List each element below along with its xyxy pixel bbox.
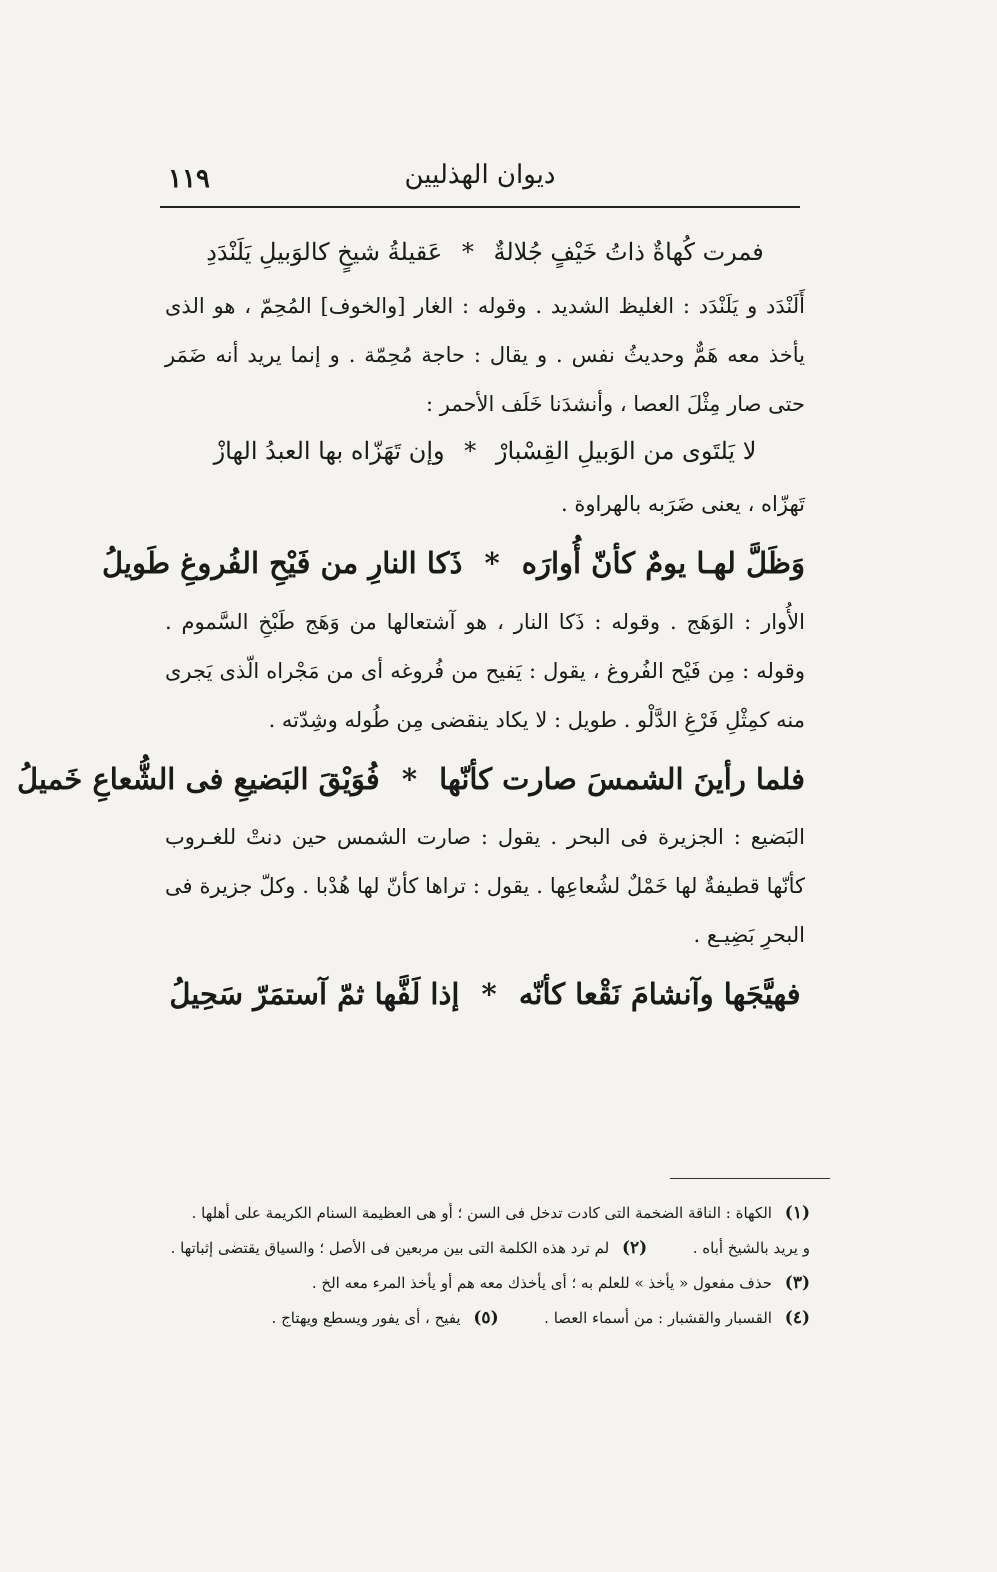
- footnote-number: (٢): [621, 1238, 648, 1258]
- verse-2-second-hemistich: وإن تَهَزّاه بها العبدُ الهازْ: [213, 436, 445, 465]
- verse-1-second-hemistich: عَقيلةُ شيخٍ كالوَبيلِ يَلَنْدَدِ: [206, 238, 443, 266]
- footnote-number: (٣): [784, 1273, 810, 1293]
- verse-4-second-hemistich: فُوَيْقَ البَضيعِ فى الشُّعاعِ خَميلُ: [16, 761, 380, 796]
- verse-1-first-hemistich: فمرت كُهاةٌ ذاتُ خَيْفٍ جُلالةٌ: [493, 238, 764, 266]
- verse-1: [165, 236, 805, 270]
- verse-4: [16, 759, 805, 800]
- commentary-line: كمِثْلِ فَرْغِ الدَّلْو . طويل : لا يكاد ينقضى مِن طُوله وشِدّته .: [268, 707, 770, 732]
- running-title: ديوان الهذليين: [404, 160, 556, 190]
- footnote-3: [160, 1266, 810, 1301]
- commentary-2: [165, 480, 805, 529]
- commentary-line: وقوله : مِن فَيْح الفُروغ ، يقول : يَفيح من فُروغه أى من مَجْراه الّذى يَجرى منه: [165, 658, 805, 732]
- footnote-number: (٥): [473, 1308, 499, 1328]
- verse-5-second-hemistich: إذا لَفَّها ثمّ آستمَرّ سَحِيلُ: [169, 977, 460, 1012]
- footnote-1: [160, 1196, 810, 1231]
- footnote-number: (٤): [784, 1308, 810, 1328]
- footnote-text: و يريد بالشيخ أباه .: [692, 1239, 810, 1257]
- footnote-4: [160, 1301, 810, 1336]
- footnote-text: القسبار والقشبار : من أسماء العصا .: [544, 1309, 772, 1327]
- footnote-number: (١): [784, 1203, 810, 1223]
- footnotes: [160, 1196, 810, 1336]
- commentary-line: الأُوار : الوَهَج . وقوله : ذَكا النار ، هو آشتعالها من وَهَج طَبْخِ السَّموم .: [165, 609, 805, 634]
- commentary-line: أَلَنْدَد و يَلَنْدَد : الغليظ الشديد . وقوله : الغار [والخوف] المُحِمّ ، هو الذى: [165, 293, 805, 318]
- commentary-line: تَهزّاه ، يعنى ضَرَبه بالهراوة .: [560, 492, 805, 517]
- verse-separator: *: [464, 436, 477, 465]
- verse-3-second-hemistich: ذَكا النارِ من فَيْحِ الفُروغِ طَويلُ: [101, 546, 463, 581]
- commentary-4: [165, 813, 805, 960]
- verse-separator: *: [481, 977, 497, 1012]
- footnote-text: يفيح ، أى يفور ويسطع ويهتاج .: [271, 1309, 461, 1327]
- verse-separator: *: [461, 238, 474, 266]
- verse-2: [165, 435, 805, 469]
- verse-5-first-hemistich: فهيَّجَها وآنشامَ نَقْعا كأنّه: [518, 977, 801, 1012]
- commentary-1: [165, 282, 805, 429]
- footnote-text: الكهاة : الناقة الضخمة التى كادت تدخل فى السن ؛ أو هى العظيمة السنام الكريمة على أهلها .: [191, 1204, 772, 1222]
- commentary-line: صار مِثْلَ العصا ، وأنشدَنا خَلَف الأحمر :: [426, 391, 762, 416]
- commentary-line: كأنّها قطيفةٌ لها خَمْلٌ لشُعاعِها . يقول : تراها كأنّ لها هُدْبا . وكلّ جزيرة فى البحرِ: [165, 874, 805, 948]
- commentary-3: [165, 598, 805, 745]
- verse-3-first-hemistich: وَظَلَّ لهـا يومٌ كأنّ أُوارَه: [521, 546, 805, 581]
- footnote-divider: [670, 1178, 830, 1179]
- footnote-2: [160, 1231, 810, 1266]
- verse-2-first-hemistich: لا يَلتَوى من الوَبيلِ القِسْبارْ: [495, 436, 757, 465]
- verse-3: [101, 543, 805, 584]
- commentary-line: البَضيع : الجزيرة فى البحر . يقول : صارت الشمس حين دنتْ للغـروب: [165, 825, 805, 850]
- main-text: [16, 230, 805, 1029]
- verse-separator: *: [484, 546, 500, 581]
- footnote-text: حذف مفعول « يأخذ » للعلم به ؛ أى يأخذك معه هم أو يأخذ المرء معه الخ .: [311, 1274, 772, 1292]
- verse-5: [165, 974, 805, 1015]
- commentary-line: يأخذ معه هَمٌّ وحديثُ نفس . و يقال : حاجة مُحِمّة . و إنما يريد أنه ضَمَر حتى: [165, 342, 805, 416]
- page-header: [160, 150, 800, 208]
- commentary-line: بَضِيـع .: [693, 923, 755, 948]
- verse-separator: *: [401, 761, 418, 796]
- footnote-text: لم ترد هذه الكلمة التى بين مربعين فى الأصل ؛ والسياق يقتضى إثباتها .: [170, 1239, 610, 1257]
- verse-4-first-hemistich: فلما رأينَ الشمسَ صارت كأنّها: [439, 761, 805, 796]
- page-number: ١١٩: [168, 164, 210, 194]
